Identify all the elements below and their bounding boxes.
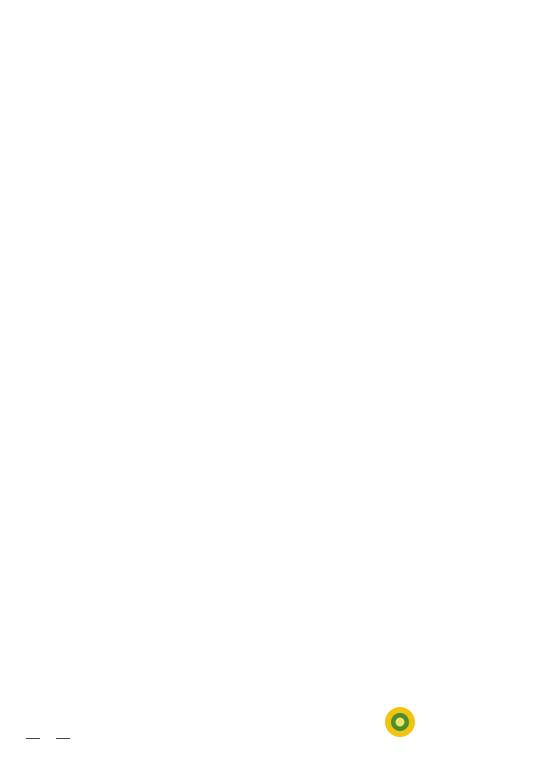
page-number — [18, 730, 78, 746]
page-number-dash-right — [56, 738, 70, 739]
solarbe-logo — [380, 700, 540, 752]
sunflower-icon — [380, 702, 420, 742]
page-number-dash-left — [26, 738, 40, 739]
